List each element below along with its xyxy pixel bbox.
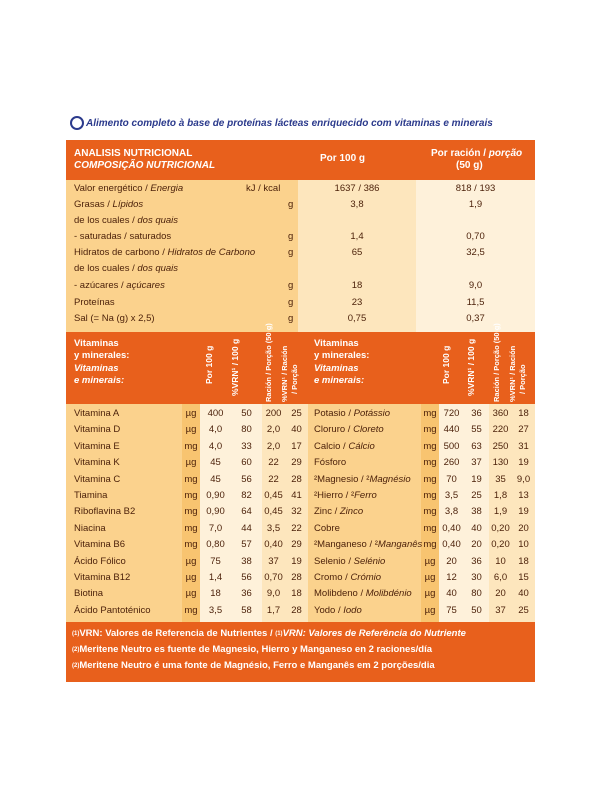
mineral-per100: 12 [446,572,457,583]
nutrient-per100: 0,75 [347,313,367,324]
min-col-vrn-serving: %VRN¹ / Ración [508,345,517,402]
mineral-per-serving: 35 [495,473,506,485]
title-es: ANALISIS NUTRICIONAL [74,148,193,159]
vitamin-per-serving: 22 [268,457,279,469]
vitamin-vrn100: 44 [241,522,252,534]
nutrient-per100: 18 [351,280,363,291]
mineral-per100: 3,5 [444,490,459,501]
nutrient-unit: g [288,297,294,308]
footnotes [66,622,535,682]
mineral-per-serving: 130 [492,457,509,469]
vitamin-vrn-serving: 25 [291,408,302,419]
mineral-per-serving: 250 [492,440,509,452]
vitamin-per100: 45 [210,457,221,469]
mineral-vrn100: 80 [471,588,482,600]
vitamin-unit: µg [185,572,197,583]
nutrient-per-serving: 1,9 [468,199,483,210]
mineral-name: Yodo / Iodo [314,604,362,616]
vitamin-per-serving: 2,0 [266,424,281,436]
vit-header-pt2: e minerais: [74,375,125,386]
mineral-vrn-serving: 31 [518,440,529,452]
min-col-per100: Por 100 g [441,345,451,384]
min-header-pt2: e minerais: [314,375,365,386]
footnote-2: $^{(2)}$Meritene Neutro es fuente de Magnesio, Hierro y Manganeso en 2 raciones/día [72,644,432,655]
vitamin-unit: mg [184,506,198,518]
vitamin-vrn100: 82 [241,490,252,501]
vitamin-vrn100: 64 [241,506,252,518]
vit-header-es2: y minerales: [74,350,130,361]
vitamin-vrn-serving: 29 [291,457,302,469]
vitamin-per100: 45 [210,473,221,485]
vit-col-per100: Por 100 g [204,345,214,384]
mineral-name: Fósforo [314,457,347,469]
vitamin-name: Ácido Fólico [74,555,126,567]
mineral-per100: 0,40 [442,522,461,534]
vitamin-unit: mg [184,473,198,485]
mineral-name: Selenio / Selénio [314,555,386,567]
vitamin-unit: µg [185,457,197,469]
mineral-vrn100: 37 [471,457,482,469]
vitamin-vrn100: 38 [241,555,252,567]
vitamin-name: Riboflavina B2 [74,506,136,518]
mineral-unit: mg [423,522,437,534]
mineral-per100: 0,40 [442,539,461,551]
mineral-vrn100: 40 [471,522,482,534]
nutrient-name: - saturadas / saturados [74,231,172,242]
vitamin-vrn100: 58 [241,604,252,616]
mineral-per-serving: 220 [492,424,509,436]
mineral-vrn100: 55 [471,424,482,436]
vitamin-vrn-serving: 28 [291,473,302,485]
nutrient-name: - azúcares / açúcares [74,280,165,291]
vitamin-per-serving: 3,5 [266,522,281,534]
vitamin-vrn-serving: 22 [291,522,302,534]
mineral-vrn-serving: 15 [518,572,529,583]
nutrient-per-serving: 11,5 [466,297,485,308]
vitamin-name: Vitamina E [74,440,120,452]
vitamin-per100: 75 [210,555,221,567]
mineral-unit: mg [423,457,437,469]
vitamin-vrn-serving: 17 [291,440,302,452]
vitamin-vrn100: 50 [241,408,252,419]
vitamin-vrn-serving: 32 [291,506,302,518]
vitamin-vrn100: 57 [241,539,252,551]
mineral-per100: 40 [446,588,457,600]
vitamin-name: Ácido Pantoténico [74,604,151,616]
mineral-vrn100: 36 [471,555,482,567]
mineral-vrn-serving: 18 [518,408,529,419]
mineral-name: Potasio / Potássio [314,408,391,419]
mineral-name: Molibdeno / Molibdénio [314,588,412,600]
mineral-unit: mg [423,408,437,419]
nutrient-name: de los cuales / dos quais [74,215,179,226]
mineral-vrn-serving: 13 [518,490,529,501]
nutrient-name: Valor energético / Energia [74,183,184,194]
vitamin-unit: µg [185,588,197,600]
vitamin-vrn-serving: 28 [291,604,302,616]
nutrient-unit: kJ / kcal [246,183,281,194]
mineral-name: Cromo / Crómio [314,572,382,583]
vitamin-per100: 4,0 [208,424,223,436]
nutrient-name: Sal (= Na (g) x 2,5) [74,313,155,324]
col-per100: Por 100 g [320,153,366,164]
mineral-unit: mg [423,539,437,551]
mineral-per100: 440 [443,424,460,436]
vitamin-name: Vitamina K [74,457,120,469]
nutrient-name: Hidratos de carbono / Hidratos de Carbono [74,247,256,258]
logo-swirl-icon [70,116,84,130]
vitamin-name: Vitamina B12 [74,572,131,583]
vitamin-per100: 7,0 [208,522,223,534]
vitamin-name: Vitamina C [74,473,121,485]
vitamin-per100: 18 [210,588,221,600]
mineral-unit: mg [423,506,437,518]
mineral-unit: µg [424,588,436,600]
nutrient-per-serving: 818 / 193 [455,183,496,194]
min-header-pt1: Vitaminas [314,363,359,374]
mineral-per-serving: 360 [492,408,509,419]
vitamins-body [66,404,535,622]
mineral-per-serving: 37 [495,604,506,616]
vit-col-vrn-serving: %VRN¹ / Ración [280,345,289,402]
mineral-name: ²Hierro / ²Ferro [314,490,377,501]
vitamin-per-serving: 9,0 [266,588,281,600]
vitamin-unit: µg [185,424,197,436]
vitamin-per100: 3,5 [208,604,223,616]
vitamin-per100: 0,90 [206,490,225,501]
min-col-serving: Ración / Porção (50 g) [492,323,501,402]
footnote-3: $^{(2)}$Meritene Neutro é uma fonte de Magnésio, Ferro e Manganês em 2 porções/dia [72,660,435,671]
mineral-unit: mg [423,473,437,485]
nutrient-unit: g [288,280,294,291]
mineral-unit: µg [424,572,436,583]
vitamin-per100: 400 [207,408,224,419]
mineral-per100: 500 [443,440,460,452]
vitamins-header [66,323,535,404]
vitamin-name: Tiamina [74,490,108,501]
vitamin-vrn-serving: 18 [291,588,302,600]
vitamin-vrn-serving: 41 [291,490,302,501]
mineral-vrn100: 30 [471,572,482,583]
vitamin-per100: 0,90 [206,506,225,518]
title-pt: COMPOSIÇÃO NUTRICIONAL [74,160,216,171]
table-header [66,140,535,180]
nutrient-per100: 1637 / 386 [334,183,380,194]
vitamin-per-serving: 22 [268,473,279,485]
mineral-per-serving: 10 [495,555,506,567]
mineral-per-serving: 6,0 [493,572,508,583]
cropped-header-text [70,118,530,136]
vitamin-vrn100: 56 [241,473,252,485]
vitamin-vrn100: 60 [241,457,252,469]
vitamin-unit: mg [184,604,198,616]
nutrient-unit: g [288,247,294,258]
vitamin-per-serving: 2,0 [266,440,281,452]
mineral-vrn100: 19 [471,473,482,485]
mineral-vrn-serving: 20 [518,522,529,534]
vitamin-per-serving: 0,45 [264,506,283,518]
mineral-vrn100: 38 [471,506,482,518]
mineral-vrn100: 63 [471,440,482,452]
mineral-name: Cobre [314,522,340,534]
nutrient-per-serving: 0,70 [466,231,485,242]
min-col-vrn-serving-b: / Porção [518,364,527,394]
mineral-per100: 720 [443,408,460,419]
nutrient-name: Grasas / Lípidos [74,199,144,210]
mineral-unit: µg [424,555,436,567]
nutrient-per100: 1,4 [350,231,364,242]
mineral-vrn-serving: 40 [518,588,529,600]
nutrient-per-serving: 9,0 [468,280,483,291]
mineral-name: Cloruro / Cloreto [314,424,384,436]
col-per-serving-grams: (50 g) [456,160,483,171]
vitamin-name: Vitamina A [74,408,120,419]
vitamin-per-serving: 1,7 [266,604,281,616]
mineral-per-serving: 0,20 [491,539,510,551]
vitamin-per100: 1,4 [208,572,223,583]
vitamin-per100: 4,0 [208,440,223,452]
vitamin-vrn100: 33 [241,440,252,452]
min-col-vrn100: %VRN¹ / 100 g [466,338,476,396]
mineral-vrn-serving: 19 [518,506,529,518]
nutrition-table [66,140,535,682]
nutrient-per100: 3,8 [350,199,364,210]
mineral-name: ²Magnesio / ²Magnésio [314,473,411,485]
mineral-vrn-serving: 25 [518,604,529,616]
vitamin-vrn-serving: 40 [291,424,302,436]
mineral-per-serving: 0,20 [491,522,510,534]
vitamin-per-serving: 200 [265,408,282,419]
mineral-vrn-serving: 10 [518,539,529,551]
energy-section [66,180,535,332]
vitamin-vrn100: 36 [241,588,252,600]
mineral-per-serving: 20 [495,588,506,600]
vitamin-per-serving: 0,45 [264,490,283,501]
vit-col-serving: Ración / Porção (50 g) [264,323,273,402]
vitamin-name: Niacina [74,522,106,534]
mineral-per100: 260 [443,457,460,469]
nutrient-per100: 65 [351,247,363,258]
mineral-per100: 20 [446,555,457,567]
nutrient-unit: g [288,313,294,324]
vitamin-unit: µg [185,408,197,419]
mineral-vrn-serving: 27 [518,424,529,436]
vitamin-name: Vitamina D [74,424,121,436]
vitamin-vrn-serving: 29 [291,539,302,551]
mineral-unit: µg [424,604,436,616]
mineral-per100: 75 [446,604,457,616]
mineral-vrn-serving: 9,0 [516,473,531,485]
nutrient-name: Proteínas [74,297,115,308]
nutrient-name: de los cuales / dos quais [74,263,179,274]
nutrient-per100: 23 [351,297,363,308]
nutrient-unit: g [288,199,294,210]
vit-header-es1: Vitaminas [74,338,119,349]
mineral-unit: mg [423,424,437,436]
vitamin-unit: mg [184,440,198,452]
vitamin-vrn100: 56 [241,572,252,583]
nutrient-per-serving: 0,37 [466,313,485,324]
vit-col-vrn100: %VRN¹ / 100 g [230,338,240,396]
vitamin-name: Biotina [74,588,104,600]
vit-header-pt1: Vitaminas [74,363,119,374]
mineral-vrn100: 20 [471,539,482,551]
vitamin-unit: mg [184,490,198,501]
mineral-vrn-serving: 18 [518,555,529,567]
vitamin-unit: µg [185,555,197,567]
min-header-es1: Vitaminas [314,338,359,349]
min-header-es2: y minerales: [314,350,370,361]
mineral-per100: 3,8 [444,506,459,518]
vitamin-name: Vitamina B6 [74,539,126,551]
mineral-vrn100: 50 [471,604,482,616]
mineral-per100: 70 [446,473,457,485]
vitamin-per-serving: 0,70 [264,572,283,583]
mineral-per-serving: 1,9 [493,506,508,518]
vit-col-vrn-serving-b: / Porção [290,364,299,394]
nutrient-per-serving: 32,5 [466,247,485,258]
mineral-per-serving: 1,8 [493,490,508,501]
vitamin-vrn100: 80 [241,424,252,436]
vitamin-unit: mg [184,539,198,551]
mineral-unit: mg [423,440,437,452]
vitamin-vrn-serving: 28 [291,572,302,583]
mineral-vrn100: 25 [471,490,482,501]
vitamin-per100: 0,80 [206,539,225,551]
vitamin-unit: mg [184,522,198,534]
mineral-vrn-serving: 19 [518,457,529,469]
mineral-unit: mg [423,490,437,501]
vitamin-per-serving: 0,40 [264,539,283,551]
nutrient-unit: g [288,231,294,242]
cropped-tagline: Alimento completo à base de proteínas lácteas enriquecido com vitaminas e minerais [86,118,493,129]
footnote-1: $^{(1)}$VRN: Valores de Referencia de Nutrientes / $^{(1)}$VRN: Valores de Referência do Nutriente [72,628,466,639]
col-per-serving: Por ración / porção [431,148,523,159]
mineral-vrn100: 36 [471,408,482,419]
mineral-name: ²Manganeso / ²Manganês [314,539,423,551]
mineral-name: Zinc / Zinco [314,506,364,518]
mineral-name: Calcio / Cálcio [314,440,375,452]
vitamin-per-serving: 37 [268,555,279,567]
vitamin-vrn-serving: 19 [291,555,302,567]
